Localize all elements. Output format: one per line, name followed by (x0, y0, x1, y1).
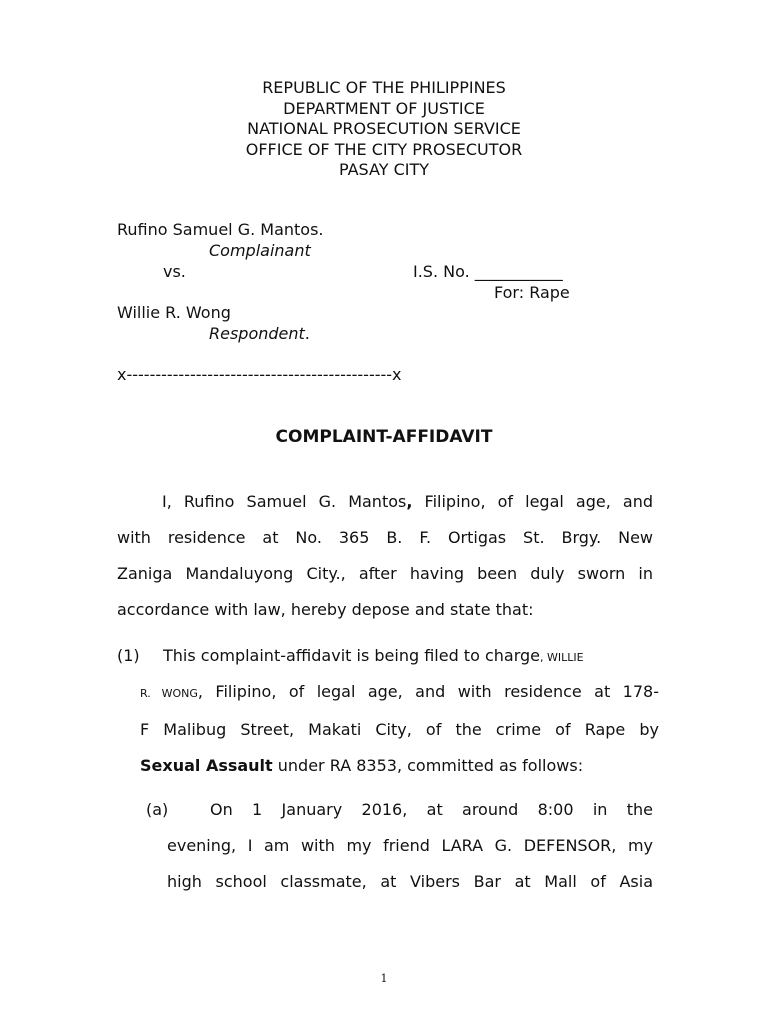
office-header (0, 78, 768, 181)
header-line-city-prosecutor: OFFICE OF THE CITY PROSECUTOR (245, 139, 523, 159)
intro-text: I, (162, 492, 184, 511)
caption-separator: x----------------------------------------------x (117, 365, 402, 384)
intro-text: Filipino, of legal age, and (412, 492, 654, 511)
versus-label: vs. (163, 262, 186, 281)
respondent-role-line (209, 324, 310, 344)
item-a-number: (a) (146, 800, 169, 819)
item-a-line-3: high school classmate, at Vibers Bar at Mall of Asia (167, 872, 653, 891)
item-1-paragraph-cont (140, 674, 659, 784)
item-a-line-2: evening, I am with my friend LARA G. DEFENSOR, my (167, 836, 653, 855)
intro-line-4: accordance with law, hereby depose and state that: (117, 600, 534, 619)
item-1-text: This complaint-affidavit is being filed to charge (163, 646, 540, 665)
item-1-line-4 (140, 748, 659, 784)
complainant-role: Complainant (209, 241, 311, 260)
item-1-line-1 (163, 638, 653, 676)
item-1-line-3: F Malibug Street, Makati City, of the crime of Rape by (140, 720, 659, 739)
item-1-line-2 (140, 674, 659, 712)
crime-name: Sexual Assault (140, 756, 273, 775)
item-1-text: , Filipino, of legal age, and with residence at 178- (197, 682, 659, 701)
item-a-line-1: On 1 January 2016, at around 8:00 in the (210, 800, 653, 819)
item-a-line-1-wrap (210, 792, 653, 828)
respondent-role: Respondent (209, 324, 305, 343)
header-line-prosecution-service: NATIONAL PROSECUTION SERVICE (247, 119, 521, 138)
accused-name-part: , WILLIE (540, 651, 584, 664)
respondent-name: Willie R. Wong (117, 303, 231, 322)
intro-paragraph (117, 484, 653, 628)
intro-line-3: Zaniga Mandaluyong City., after having been duly sworn in (117, 564, 653, 583)
charge-label: For: Rape (494, 283, 570, 302)
header-line-department: DEPARTMENT OF JUSTICE (283, 98, 485, 118)
item-1-text: under RA 8353, committed as follows: (272, 756, 584, 775)
item-a-paragraph (167, 828, 653, 900)
item-1-number: (1) (117, 646, 140, 665)
complainant-name: Rufino Samuel G. Mantos. (117, 220, 324, 239)
affiant-name-comma: , (406, 492, 413, 511)
intro-line-2: with residence at No. 365 B. F. Ortigas St. Brgy. New (117, 528, 653, 547)
accused-name-part: R. WONG (140, 687, 198, 700)
intro-line-1 (117, 484, 653, 520)
page-number: 1 (380, 972, 388, 985)
header-line-city: PASAY CITY (338, 160, 430, 179)
document-title: COMPLAINT-AFFIDAVIT (275, 427, 493, 447)
header-line-republic: REPUBLIC OF THE PHILIPPINES (262, 78, 506, 97)
respondent-role-period: . (304, 324, 310, 343)
item-1-paragraph (163, 638, 653, 676)
is-number: I.S. No. ___________ (413, 262, 563, 281)
affiant-name: Rufino Samuel G. Mantos (183, 492, 407, 511)
